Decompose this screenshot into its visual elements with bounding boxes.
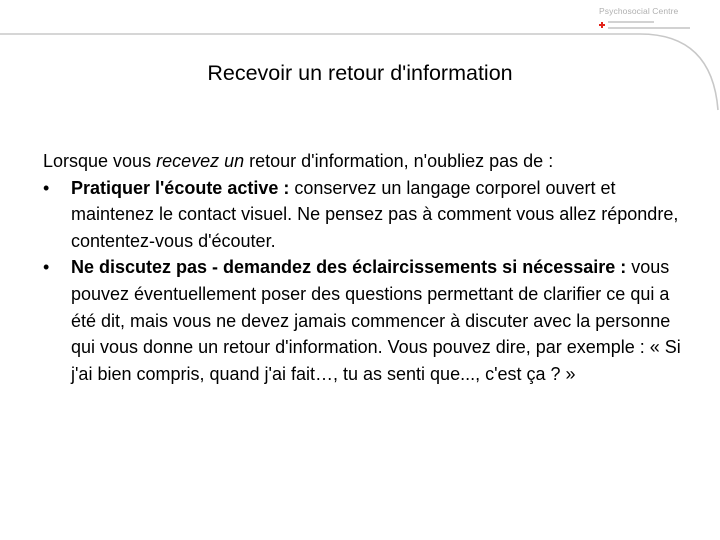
bullet-heading: Pratiquer l'écoute active : [71, 177, 290, 198]
bullet-text: vous pouvez éventuellement poser des questions permettant de clarifier ce qui a été dit, mais vous ne devez jamais commencer à discuter avec la personne qui vous donne un retour d'information. Vous pouvez dire, par exemple : « Si j'ai bien compris, quand j'ai fait…, tu as senti que..., c'est ça ? » [71, 257, 681, 384]
bullet-item-active-listening [43, 175, 693, 255]
logo-title: Psychosocial Centre [599, 6, 679, 16]
intro-paragraph [43, 148, 693, 175]
bullet-marker: • [43, 257, 50, 278]
bullet-list [43, 175, 693, 388]
slide-body [43, 148, 693, 387]
bullet-heading: Ne discutez pas - demandez des éclaircissements si nécessaire : [71, 257, 627, 278]
bullet-marker: • [43, 177, 50, 198]
slide-title: Recevoir un retour d'information [207, 61, 513, 85]
bullet-text: conservez un langage corporel ouvert et maintenez le contact visuel. Ne pensez pas à comment vous allez répondre, contentez-vous d'écouter. [71, 177, 679, 251]
intro-text-start: Lorsque vous [43, 151, 157, 171]
header-curve-decoration [0, 0, 720, 120]
bullet-item-no-discussion [43, 254, 693, 387]
intro-text-italic: recevez un [156, 151, 245, 171]
intro-text-end: retour d'information, n'oubliez pas de : [244, 151, 554, 171]
